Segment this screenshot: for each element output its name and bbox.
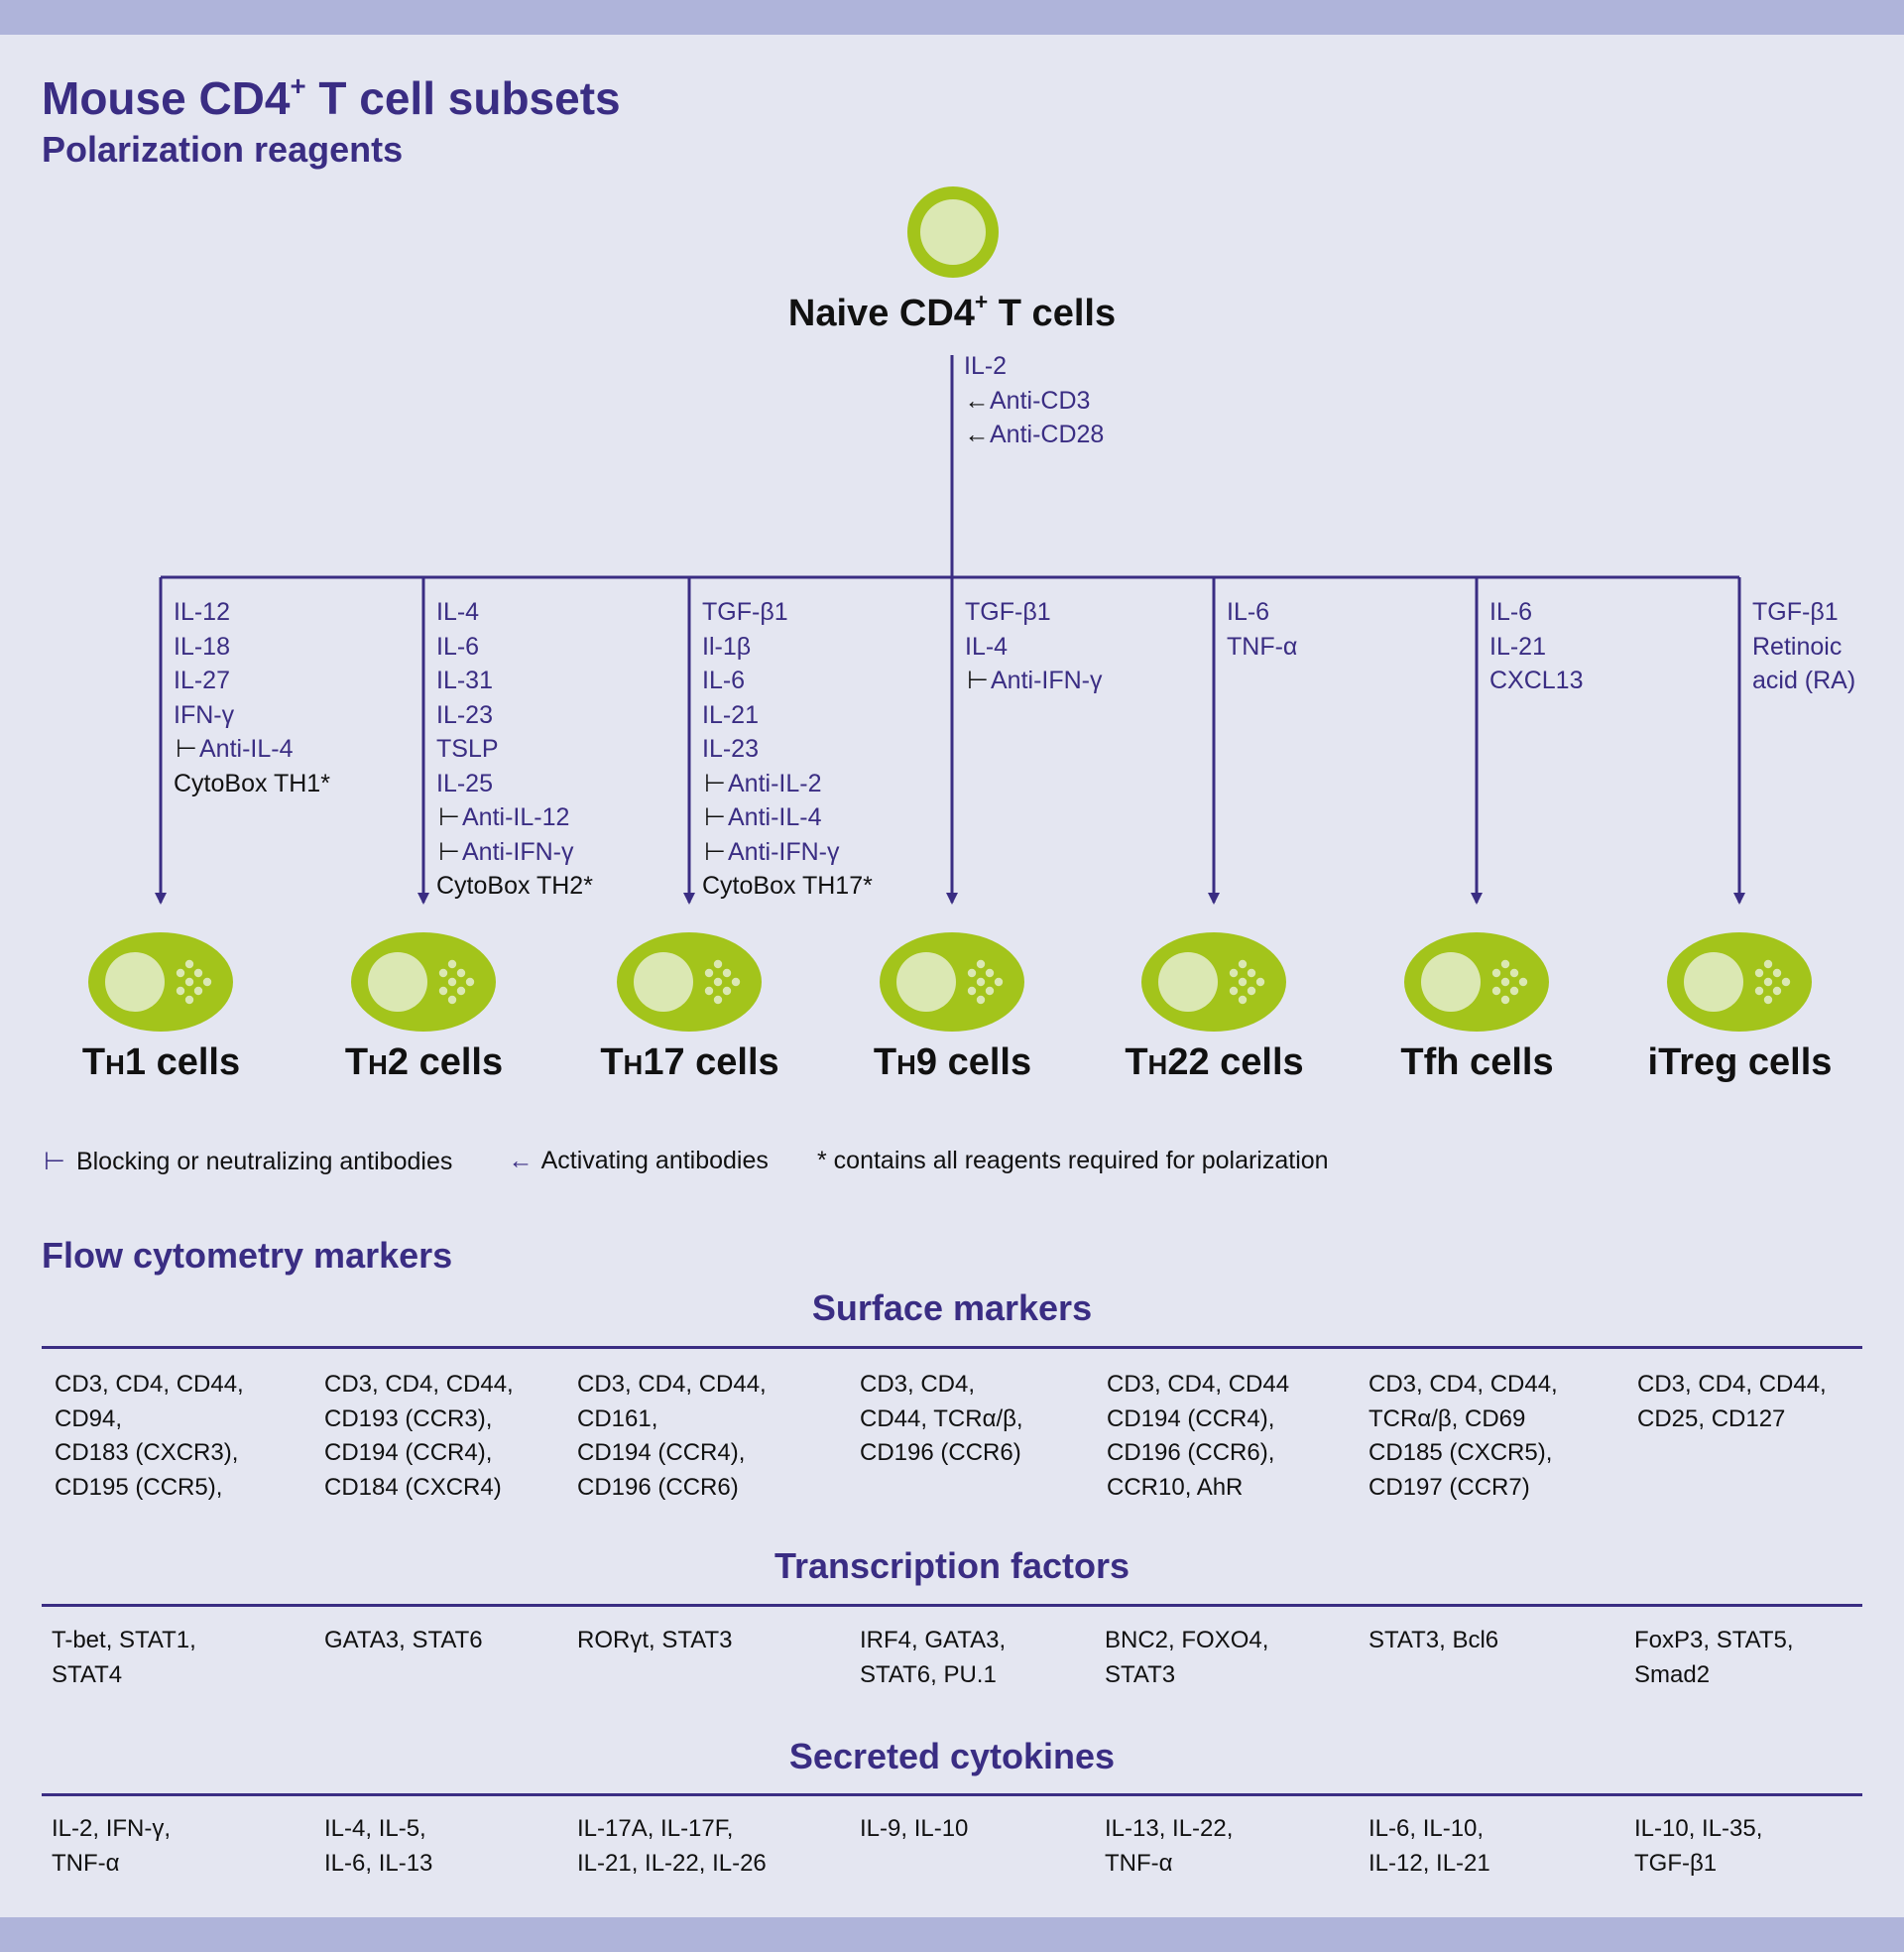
secreted-cytokines-cell-2: IL-4, IL-5, IL-6, IL-13 [324, 1815, 433, 1877]
cell-name-th1-cells: TH1 cells [81, 1041, 241, 1083]
secreted-cytokines-cell-5: IL-13, IL-22, TNF-α [1105, 1815, 1234, 1877]
surface-markers-cell-2: CD3, CD4, CD44, CD193 (CCR3), CD194 (CCR4), CD184 (CXCR4) [324, 1371, 514, 1501]
activating-icon: ← [964, 386, 990, 415]
legend-activating: ← Activating antibodies [506, 1147, 769, 1175]
th17-cells-reagent-tgf-1: TGF-β1 [702, 598, 788, 626]
transcription-factors-cell-7: FoxP3, STAT5, Smad2 [1634, 1627, 1794, 1688]
legend-blocking: ⊢ Blocking or neutralizing antibodies [40, 1147, 452, 1176]
naive-reagent-il-2: IL-2 [964, 352, 1008, 380]
blocking-icon: ⊢ [704, 803, 726, 831]
page-title: Mouse CD4+ T cell subsets [42, 69, 621, 124]
reagents-list-th9-cells [965, 595, 1103, 698]
reagents-list-th1-cells [174, 595, 330, 800]
cell-icon-th9-cells [880, 932, 1024, 1032]
flow-cytometry-title: Flow cytometry markers [42, 1235, 453, 1276]
th22-cells-reagent-tnf: TNF-α [1227, 632, 1298, 661]
surface-markers-title: Surface markers [811, 1287, 1093, 1328]
surface-rule [42, 1346, 1862, 1349]
th17-cells-reagent-il-6: IL-6 [702, 667, 746, 694]
th1-cells-reagent-il-18: IL-18 [174, 632, 230, 661]
th9-cells-reagent-tgf-1: TGF-β1 [965, 598, 1051, 626]
itreg-cells-reagent-retinoic: Retinoic [1752, 632, 1843, 661]
secreted-cytokines-cell-6: IL-6, IL-10, IL-12, IL-21 [1368, 1815, 1490, 1877]
itreg-cells-reagent-tgf-1: TGF-β1 [1752, 598, 1839, 626]
transcription-factors-cell-4: IRF4, GATA3, STAT6, PU.1 [860, 1627, 1007, 1688]
cell-icon-th1-cells [88, 932, 233, 1032]
secreted-cytokines-cell-1: IL-2, IFN-γ, TNF-α [52, 1815, 172, 1877]
naive-cell-icon [907, 186, 999, 278]
blocking-icon: ⊢ [438, 803, 460, 831]
reagents-list-th2-cells [436, 595, 593, 904]
th2-cells-reagent-il-23: IL-23 [436, 700, 493, 729]
blocking-icon: ⊢ [967, 667, 989, 694]
surface-markers-cell-3: CD3, CD4, CD44, CD161, CD194 (CCR4), CD196 (CCR6) [577, 1371, 767, 1501]
th22-cells-reagent-il-6: IL-6 [1227, 598, 1270, 626]
th17-cells-reagent-il-1: Il-1β [702, 632, 752, 661]
tfh-cells-reagent-cxcl13: CXCL13 [1489, 667, 1584, 694]
secreted-cytokines-cell-3: IL-17A, IL-17F, IL-21, IL-22, IL-26 [577, 1815, 767, 1877]
cell-icon-tfh-cells [1404, 932, 1549, 1032]
transcription-factors-cell-3: RORγt, STAT3 [577, 1627, 733, 1653]
surface-markers-cell-6: CD3, CD4, CD44, TCRα/β, CD69 CD185 (CXCR5), CD197 (CCR7) [1368, 1371, 1558, 1501]
reagents-list-th17-cells [702, 595, 873, 904]
itreg-cells-reagent-acid-ra: acid (RA) [1752, 667, 1856, 694]
th2-cells-reagent-il-6: IL-6 [436, 632, 480, 661]
th2-cells-reagent-il-25: IL-25 [436, 769, 493, 797]
transcription-factors-cell-6: STAT3, Bcl6 [1368, 1627, 1499, 1653]
th9-cells-reagent-il-4: IL-4 [965, 632, 1009, 661]
th2-cells-reagent-tslp: TSLP [436, 735, 499, 763]
surface-markers-cell-4: CD3, CD4, CD44, TCRα/β, CD196 (CCR6) [860, 1371, 1023, 1466]
blocking-icon: ⊢ [704, 769, 726, 797]
activating-icon: ← [964, 421, 990, 448]
cell-icon-th22-cells [1141, 932, 1286, 1032]
cell-name-th22-cells: TH22 cells [1125, 1041, 1304, 1083]
tf-rule [42, 1604, 1862, 1607]
th9-cells-reagent-anti-ifn: ⊢Anti-IFN-γ [965, 664, 1103, 698]
cell-name-tfh-cells: Tfh cells [1400, 1041, 1554, 1083]
blocking-icon: ⊢ [438, 837, 460, 866]
cell-name-itreg-cells: iTreg cells [1647, 1041, 1833, 1083]
cell-name-th9-cells: TH9 cells [873, 1041, 1032, 1083]
reagents-list-th22-cells [1227, 595, 1297, 664]
reagents-list-tfh-cells [1489, 595, 1584, 698]
th1-cells-reagent-il-12: IL-12 [174, 598, 230, 626]
naive-reagents-list [964, 349, 1104, 452]
th1-cells-reagent-il-27: IL-27 [174, 667, 230, 694]
th17-cells-reagent-cytobox-th17: CytoBox TH17* [702, 872, 873, 900]
th1-cells-reagent-ifn: IFN-γ [174, 700, 235, 729]
th17-cells-reagent-il-21: IL-21 [702, 700, 759, 729]
th1-cells-reagent-cytobox-th1: CytoBox TH1* [174, 769, 330, 797]
cell-icon-th2-cells [351, 932, 496, 1032]
cell-icon-th17-cells [617, 932, 762, 1032]
th2-cells-reagent-cytobox-th2: CytoBox TH2* [436, 872, 593, 900]
transcription-factors-cell-5: BNC2, FOXO4, STAT3 [1105, 1627, 1269, 1688]
secreted-cytokines-cell-7: IL-10, IL-35, TGF-β1 [1634, 1815, 1763, 1877]
secreted-cytokines-cell-4: IL-9, IL-10 [860, 1815, 969, 1842]
tfh-cells-reagent-il-6: IL-6 [1489, 598, 1533, 626]
blocking-icon: ⊢ [44, 1148, 65, 1175]
naive-reagent-anti-cd3: ←Anti-CD3 [964, 384, 1104, 419]
surface-markers-cell-1: CD3, CD4, CD44, CD94, CD183 (CXCR3), CD195 (CCR5), [55, 1371, 244, 1501]
cell-icon-itreg-cells [1667, 932, 1812, 1032]
naive-reagent-anti-cd28: ←Anti-CD28 [964, 418, 1104, 452]
transcription-factors-title: Transcription factors [774, 1545, 1130, 1586]
legend-note: * contains all reagents required for polarization [817, 1147, 1329, 1174]
cell-name-th17-cells: TH17 cells [600, 1041, 779, 1083]
th17-cells-reagent-il-23: IL-23 [702, 735, 759, 763]
surface-markers-cell-7: CD3, CD4, CD44, CD25, CD127 [1637, 1371, 1827, 1432]
tfh-cells-reagent-il-21: IL-21 [1489, 632, 1546, 661]
th2-cells-reagent-il-4: IL-4 [436, 598, 480, 626]
cytokines-rule [42, 1793, 1862, 1796]
reagents-list-itreg-cells [1752, 595, 1855, 698]
blocking-icon: ⊢ [176, 735, 197, 763]
page-subtitle: Polarization reagents [42, 129, 404, 170]
secreted-cytokines-title: Secreted cytokines [788, 1736, 1116, 1776]
transcription-factors-cell-2: GATA3, STAT6 [324, 1627, 483, 1653]
th17-cells-reagent-anti-il-4: ⊢Anti-IL-4 [702, 800, 873, 835]
th2-cells-reagent-anti-il-12: ⊢Anti-IL-12 [436, 800, 593, 835]
activating-icon: ← [508, 1147, 534, 1174]
th17-cells-reagent-anti-il-2: ⊢Anti-IL-2 [702, 767, 873, 801]
th1-cells-reagent-anti-il-4: ⊢Anti-IL-4 [174, 732, 330, 767]
naive-cells-label: Naive CD4+ T cells [787, 289, 1117, 334]
cell-name-th2-cells: TH2 cells [344, 1041, 504, 1083]
blocking-icon: ⊢ [704, 837, 726, 866]
th2-cells-reagent-anti-ifn: ⊢Anti-IFN-γ [436, 835, 593, 870]
th17-cells-reagent-anti-ifn: ⊢Anti-IFN-γ [702, 835, 873, 870]
th2-cells-reagent-il-31: IL-31 [436, 667, 493, 694]
surface-markers-cell-5: CD3, CD4, CD44 CD194 (CCR4), CD196 (CCR6), CCR10, AhR [1107, 1371, 1290, 1501]
transcription-factors-cell-1: T-bet, STAT1, STAT4 [52, 1627, 196, 1688]
